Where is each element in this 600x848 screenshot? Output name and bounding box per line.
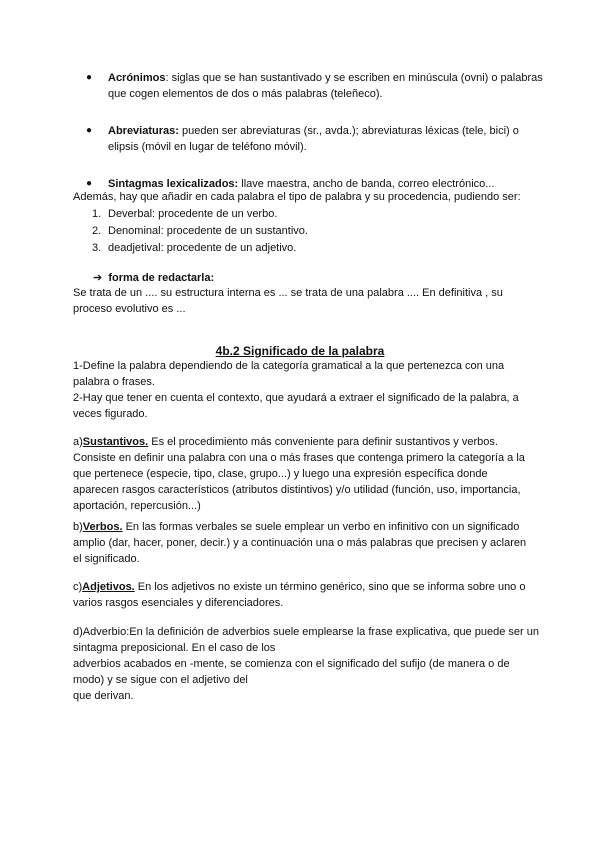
section-prefix: a) — [73, 436, 83, 448]
item-text: Deverbal: procedente de un verbo. — [108, 208, 278, 220]
section-prefix: b) — [73, 521, 83, 533]
bullet-text: llave maestra, ancho de banda, correo electrónico... — [238, 178, 495, 190]
bullet-text: : siglas que se han sustantivado y se escriben en minúscula (ovni) o palabras que cogen elementos de dos o más palabras (teleñeco). — [108, 72, 543, 100]
section-title: 4b.2 Significado de la palabra — [215, 344, 385, 358]
item-number: 1. — [92, 208, 102, 220]
item-number: 3. — [92, 242, 102, 254]
section-prefix: c) — [73, 581, 83, 593]
arrow-item — [93, 270, 214, 286]
adverbio-line: que derivan. — [73, 690, 134, 702]
numbered-item — [92, 223, 532, 240]
item-text: Denominal: procedente de un sustantivo. — [108, 225, 308, 237]
numbered-item — [92, 206, 532, 223]
verbos-paragraph — [73, 519, 533, 567]
section-text: En los adjetivos no existe un término genérico, sino que se informa sobre uno o varios rasgos esenciales y diferenciadores. — [73, 581, 526, 609]
numbered-item — [92, 240, 532, 257]
arrow-paragraph: Se trata de un .... su estructura interna es ... se trata de una palabra .... En definitiva , su proceso evolutivo es ... — [73, 287, 503, 315]
numbered-list — [92, 206, 532, 257]
bullet-text: pueden ser abreviaturas (sr., avda.); abreviaturas léxicas (tele, bici) o elipsis (móvil en lugar de teléfono móvil). — [108, 125, 519, 153]
section-text: Es el procedimiento más conveniente para definir sustantivos y verbos. Consiste en definir una palabra con una o más frases que contenga primero la categoría a la que pertenece (especie, tipo, clase, grupo...) y luego una expresión específica donde aparecen rasgos característicos (atributos distintivos) y/o utilidad (función, uso, importancia, aportación, repercusión...) — [73, 436, 525, 512]
definition-intro — [73, 358, 533, 422]
adjetivos-paragraph — [73, 579, 533, 611]
bullet-dot-icon: ● — [86, 178, 93, 189]
section-text: En las formas verbales se suele emplear un verbo en infinitivo con un significado amplio (dar, hacer, poner, decir.) y a continuación una o más palabras que precisen y aclaren el significado. — [73, 521, 527, 565]
adverbio-paragraph — [73, 624, 543, 704]
bullet-dot-icon: ● — [86, 72, 93, 83]
section-heading: Verbos. — [82, 521, 123, 533]
arrow-icon: ➔ — [93, 272, 103, 284]
bullet-term: Sintagmas lexicalizados: — [108, 178, 239, 190]
adverbio-line: d)Adverbio:En la definición de adverbios suele emplearse la frase explicativa, que puede ser un sintagma preposicional. En el caso de los — [73, 626, 539, 654]
bullet-term: Abreviaturas: — [108, 125, 179, 137]
item-number: 2. — [92, 225, 102, 237]
bullet-item-abreviaturas — [84, 123, 544, 155]
arrow-label: forma de redactarla: — [108, 272, 215, 284]
definition-line: 2-Hay que tener en cuenta el contexto, que ayudará a extraer el significado de la palabra, a veces figurado. — [73, 392, 519, 420]
adverbio-line: adverbios acabados en -mente, se comienza con el significado del sufijo (de manera o de modo) y se sigue con el adjetivo del — [73, 658, 510, 686]
bullet-dot-icon: ● — [86, 125, 93, 136]
definition-line: 1-Define la palabra dependiendo de la categoría gramatical a la que pertenezca con una palabra o frases. — [73, 360, 505, 388]
bullet-item-acronimos — [84, 70, 544, 102]
bullet-term: Acrónimos — [108, 72, 166, 84]
intro-paragraph: Además, hay que añadir en cada palabra el tipo de palabra y su procedencia, pudiendo ser: — [73, 191, 521, 203]
sustantivos-paragraph — [73, 434, 533, 514]
section-heading: Adjetivos. — [82, 581, 135, 593]
item-text: deadjetival: procedente de un adjetivo. — [108, 242, 297, 254]
section-heading: Sustantivos. — [82, 436, 149, 448]
